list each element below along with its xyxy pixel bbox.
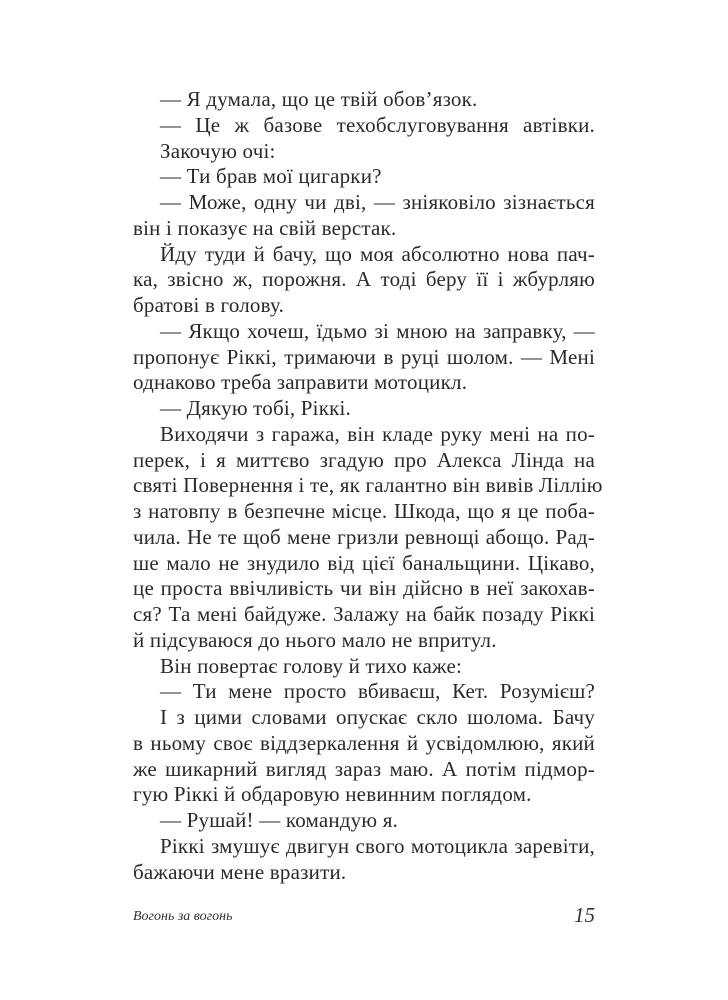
text-line: Виходячи з гаража, він кладе руку мені на по-: [160, 421, 595, 446]
text-line: ся? Та мені байдуже. Залажу на байк позаду Ріккі: [133, 602, 595, 626]
text-line: бажаючи мене вразити.: [133, 859, 347, 884]
text-line: ше мало не знудило від цієї банальщини. Цікаво,: [133, 550, 595, 575]
text-line: — Ти мене просто вбиваєш, Кет. Розумієш?: [160, 679, 595, 704]
text-line: — Я думала, що це твій обов’язок.: [160, 87, 478, 111]
text-line: він і показує на свій верстак.: [133, 215, 397, 240]
text-line: святі Повернення і те, як галантно він вивів Ліллію: [133, 473, 603, 498]
text-line: перек, і я миттєво згадую про Алекса Лінда на: [133, 447, 595, 472]
text-line: Ріккі змушує двигун свого мотоцикла заревіти,: [160, 833, 595, 858]
running-footer-book-title: Вогонь за вогонь: [133, 909, 233, 924]
text-line: й підсуваюся до нього мало не впритул.: [133, 627, 497, 652]
text-line: з натовпу в безпечне місце. Шкода, що я це поба-: [133, 499, 595, 523]
text-line: братові в голову.: [133, 293, 285, 317]
text-line: — Дякую тобі, Ріккі.: [160, 396, 352, 420]
text-line: же шикарний вигляд зараз маю. А потім підмор-: [133, 756, 595, 781]
text-line: — Рушай! — командую я.: [160, 808, 399, 832]
page-number: 15: [574, 903, 595, 927]
text-line: пропонує Ріккі, тримаючи в руці шолом. — Мені: [133, 344, 595, 369]
page-body-text: [133, 87, 603, 885]
text-line: Йду туди й бачу, що моя абсолютно нова пач-: [160, 241, 595, 266]
text-line: ка, звісно ж, порожня. А тоді беру її і жбурляю: [133, 267, 595, 292]
text-line: Він повертає голову й тихо каже:: [160, 653, 463, 678]
text-line: — Якщо хочеш, їдьмо зі мною на заправку, —: [160, 318, 595, 343]
text-line: чила. Не те щоб мене гризли ревнощі абощо. Рад-: [133, 524, 595, 549]
text-line: Закочую очі:: [160, 138, 276, 163]
text-line: — Це ж базове техобслуговування автівки.: [160, 112, 595, 137]
text-line: гую Ріккі й обдаровую невинним поглядом.: [133, 782, 532, 807]
text-line: — Ти брав мої цигарки?: [160, 164, 382, 189]
text-line: в ньому своє віддзеркалення й усвідомлюю, який: [133, 730, 595, 755]
text-line: І з цими словами опускає скло шолома. Бачу: [160, 705, 595, 729]
text-line: це проста ввічливість чи він дійсно в неї закохав-: [133, 576, 595, 601]
text-line: — Може, одну чи дві, — зніяковіло зізнається: [160, 190, 595, 214]
text-line: однаково треба заправити мотоцикл.: [133, 370, 468, 395]
